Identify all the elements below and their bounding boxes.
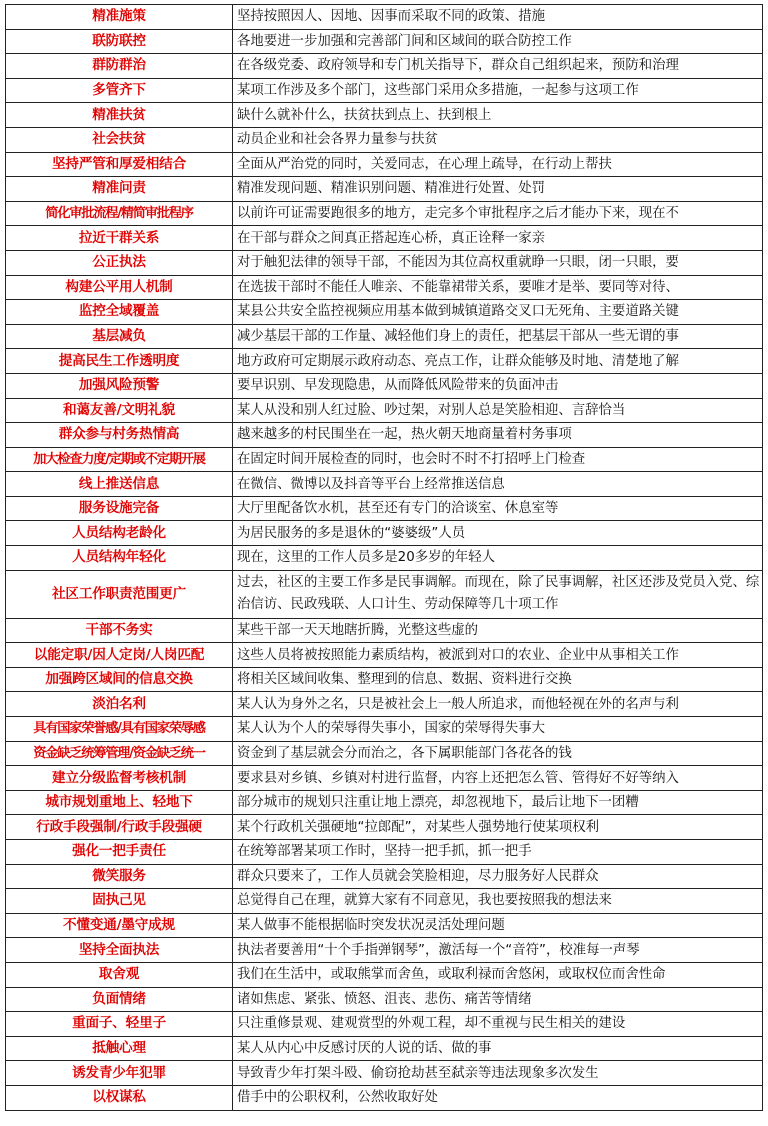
table-row — [6, 127, 763, 152]
definition-cell: 某人做事不能根据临时突发状况灵活处理问题 — [233, 913, 763, 938]
definition-cell: 全面从严治党的同时，关爱同志，在心理上疏导，在行动上帮扶 — [233, 152, 763, 177]
term-cell: 群防群治 — [6, 54, 233, 79]
definition-cell: 为居民服务的多是退休的“婆婆级”人员 — [233, 521, 763, 546]
terms-table-body — [6, 5, 763, 1111]
table-row — [6, 570, 763, 618]
definition-cell: 总觉得自己在理，就算大家有不同意见，我也要按照我的想法来 — [233, 889, 763, 914]
definition-cell: 坚持按照因人、因地、因事而采取不同的政策、措施 — [233, 5, 763, 30]
term-cell: 城市规划重地上、轻地下 — [6, 790, 233, 815]
definition-cell: 资金到了基层就会分而治之，各下属职能部门各花各的钱 — [233, 741, 763, 766]
term-cell: 群众参与村务热情高 — [6, 423, 233, 448]
table-row — [6, 987, 763, 1012]
definition-cell: 要早识别、早发现隐患，从而降低风险带来的负面冲击 — [233, 373, 763, 398]
table-row — [6, 840, 763, 865]
term-cell: 和蔼友善/文明礼貌 — [6, 398, 233, 423]
term-cell: 公正执法 — [6, 250, 233, 275]
term-cell: 以能定职/因人定岗/人岗匹配 — [6, 643, 233, 668]
definition-cell: 某个行政机关强硬地“拉郎配”，对某些人强势地行使某项权利 — [233, 815, 763, 840]
term-cell: 具有国家荣誉感/具有国家荣辱感 — [6, 717, 233, 742]
term-cell: 提高民生工作透明度 — [6, 349, 233, 374]
definition-cell: 部分城市的规划只注重让地上漂亮，却忽视地下，最后让地下一团糟 — [233, 790, 763, 815]
term-cell: 不懂变通/墨守成规 — [6, 913, 233, 938]
table-row — [6, 618, 763, 643]
definition-cell: 某人认为个人的荣辱得失事小，国家的荣辱得失事大 — [233, 717, 763, 742]
term-cell: 精准问责 — [6, 177, 233, 202]
term-cell: 干部不务实 — [6, 618, 233, 643]
term-cell: 联防联控 — [6, 29, 233, 54]
table-row — [6, 5, 763, 30]
definition-cell: 某些干部一天天地瞎折腾，光整这些虚的 — [233, 618, 763, 643]
table-row — [6, 938, 763, 963]
definition-cell: 某人从没和别人红过脸、吵过架，对别人总是笑脸相迎、言辞恰当 — [233, 398, 763, 423]
table-row — [6, 692, 763, 717]
definition-cell: 群众只要来了，工作人员就会笑脸相迎，尽力服务好人民群众 — [233, 864, 763, 889]
table-row — [6, 250, 763, 275]
term-cell: 构建公平用人机制 — [6, 275, 233, 300]
table-row — [6, 177, 763, 202]
table-row — [6, 913, 763, 938]
term-cell: 拉近干群关系 — [6, 226, 233, 251]
table-row — [6, 324, 763, 349]
definition-cell: 在微信、微博以及抖音等平台上经常推送信息 — [233, 472, 763, 497]
table-row — [6, 78, 763, 103]
table-row — [6, 521, 763, 546]
definition-cell: 某项工作涉及多个部门，这些部门采用众多措施，一起参与这项工作 — [233, 78, 763, 103]
table-row — [6, 1036, 763, 1061]
term-cell: 坚持全面执法 — [6, 938, 233, 963]
table-row — [6, 496, 763, 521]
term-cell: 取舍观 — [6, 962, 233, 987]
table-row — [6, 546, 763, 571]
table-row — [6, 667, 763, 692]
table-row — [6, 54, 763, 79]
term-cell: 监控全域覆盖 — [6, 300, 233, 325]
definition-cell: 精准发现问题、精准识别问题、精准进行处置、处罚 — [233, 177, 763, 202]
term-cell: 多管齐下 — [6, 78, 233, 103]
table-row — [6, 349, 763, 374]
table-row — [6, 864, 763, 889]
term-cell: 行政手段强制/行政手段强硬 — [6, 815, 233, 840]
term-cell: 加强风险预警 — [6, 373, 233, 398]
table-row — [6, 201, 763, 226]
term-cell: 精准扶贫 — [6, 103, 233, 128]
table-row — [6, 741, 763, 766]
table-row — [6, 643, 763, 668]
table-row — [6, 1061, 763, 1086]
term-cell: 重面子、轻里子 — [6, 1012, 233, 1037]
term-cell: 线上推送信息 — [6, 472, 233, 497]
table-row — [6, 1085, 763, 1110]
definition-cell: 某人从内心中反感讨厌的人说的话、做的事 — [233, 1036, 763, 1061]
term-cell: 简化审批流程/精简审批程序 — [6, 201, 233, 226]
definition-cell: 我们在生活中，或取熊掌而舍鱼，或取利禄而舍悠闲，或取权位而舍性命 — [233, 962, 763, 987]
term-cell: 精准施策 — [6, 5, 233, 30]
definition-cell: 借手中的公职权利，公然收取好处 — [233, 1085, 763, 1110]
definition-cell: 在统筹部署某项工作时，坚持一把手抓，抓一把手 — [233, 840, 763, 865]
definition-cell: 在固定时间开展检查的同时，也会时不时不打招呼上门检查 — [233, 447, 763, 472]
definition-cell: 越来越多的村民围坐在一起，热火朝天地商量着村务事项 — [233, 423, 763, 448]
term-cell: 以权谋私 — [6, 1085, 233, 1110]
table-row — [6, 398, 763, 423]
term-cell: 社区工作职责范围更广 — [6, 570, 233, 618]
definition-cell: 只注重修景观、建观赏型的外观工程，却不重视与民生相关的建设 — [233, 1012, 763, 1037]
definition-cell: 某人认为身外之名，只是被社会上一般人所追求，而他轻视在外的名声与利 — [233, 692, 763, 717]
definition-cell: 导致青少年打架斗殴、偷窃抢劫甚至弑亲等违法现象多次发生 — [233, 1061, 763, 1086]
term-cell: 淡泊名利 — [6, 692, 233, 717]
definition-cell: 在干部与群众之间真正搭起连心桥，真正诠释一家亲 — [233, 226, 763, 251]
table-row — [6, 962, 763, 987]
definition-cell: 动员企业和社会各界力量参与扶贫 — [233, 127, 763, 152]
term-cell: 人员结构老龄化 — [6, 521, 233, 546]
table-row — [6, 300, 763, 325]
table-row — [6, 103, 763, 128]
table-row — [6, 373, 763, 398]
table-row — [6, 472, 763, 497]
table-row — [6, 275, 763, 300]
definition-cell: 将相关区域间收集、整理到的信息、数据、资料进行交换 — [233, 667, 763, 692]
definition-cell: 执法者要善用“十个手指弹钢琴”，激活每一个“音符”，校准每一声琴 — [233, 938, 763, 963]
term-cell: 强化一把手责任 — [6, 840, 233, 865]
table-row — [6, 717, 763, 742]
definition-cell: 这些人员将被按照能力素质结构，被派到对口的农业、企业中从事相关工作 — [233, 643, 763, 668]
table-row — [6, 790, 763, 815]
definition-cell: 地方政府可定期展示政府动态、亮点工作，让群众能够及时地、清楚地了解 — [233, 349, 763, 374]
definition-cell: 缺什么就补什么，扶贫扶到点上、扶到根上 — [233, 103, 763, 128]
definition-cell: 要求县对乡镇、乡镇对村进行监督，内容上还把怎么管、管得好不好等纳入 — [233, 766, 763, 791]
term-cell: 加强跨区域间的信息交换 — [6, 667, 233, 692]
term-cell: 诱发青少年犯罪 — [6, 1061, 233, 1086]
term-cell: 微笑服务 — [6, 864, 233, 889]
definition-cell: 在选拔干部时不能任人唯亲、不能靠裙带关系，要唯才是举、要同等对待、 — [233, 275, 763, 300]
term-cell: 抵触心理 — [6, 1036, 233, 1061]
term-cell: 资金缺乏统筹管理/资金缺乏统一 — [6, 741, 233, 766]
term-cell: 基层减负 — [6, 324, 233, 349]
term-cell: 固执己见 — [6, 889, 233, 914]
definition-cell: 对于触犯法律的领导干部，不能因为其位高权重就睁一只眼，闭一只眼，要 — [233, 250, 763, 275]
table-row — [6, 766, 763, 791]
table-row — [6, 889, 763, 914]
term-cell: 坚持严管和厚爱相结合 — [6, 152, 233, 177]
definition-cell: 某县公共安全监控视频应用基本做到城镇道路交叉口无死角、主要道路关键 — [233, 300, 763, 325]
term-cell: 社会扶贫 — [6, 127, 233, 152]
definition-cell: 以前许可证需要跑很多的地方，走完多个审批程序之后才能办下来，现在不 — [233, 201, 763, 226]
definition-cell: 减少基层干部的工作量、减轻他们身上的责任，把基层干部从一些无谓的事 — [233, 324, 763, 349]
definition-cell: 诸如焦虑、紧张、愤怒、沮丧、悲伤、痛苦等情绪 — [233, 987, 763, 1012]
term-cell: 人员结构年轻化 — [6, 546, 233, 571]
definition-cell: 现在，这里的工作人员多是20多岁的年轻人 — [233, 546, 763, 571]
table-row — [6, 423, 763, 448]
table-row — [6, 815, 763, 840]
table-row — [6, 226, 763, 251]
definition-cell: 各地要进一步加强和完善部门间和区域间的联合防控工作 — [233, 29, 763, 54]
terms-table — [5, 4, 763, 1111]
table-row — [6, 1012, 763, 1037]
table-row — [6, 29, 763, 54]
term-cell: 加大检查力度/定期或不定期开展 — [6, 447, 233, 472]
definition-cell: 过去，社区的主要工作多是民事调解。而现在，除了民事调解，社区还涉及党员入党、综治信访、民政残联、人口计生、劳动保障等几十项工作 — [233, 570, 763, 618]
table-row — [6, 447, 763, 472]
term-cell: 服务设施完备 — [6, 496, 233, 521]
term-cell: 建立分级监督考核机制 — [6, 766, 233, 791]
definition-cell: 在各级党委、政府领导和专门机关指导下，群众自己组织起来，预防和治理 — [233, 54, 763, 79]
definition-cell: 大厅里配备饮水机，甚至还有专门的洽谈室、休息室等 — [233, 496, 763, 521]
table-row — [6, 152, 763, 177]
term-cell: 负面情绪 — [6, 987, 233, 1012]
